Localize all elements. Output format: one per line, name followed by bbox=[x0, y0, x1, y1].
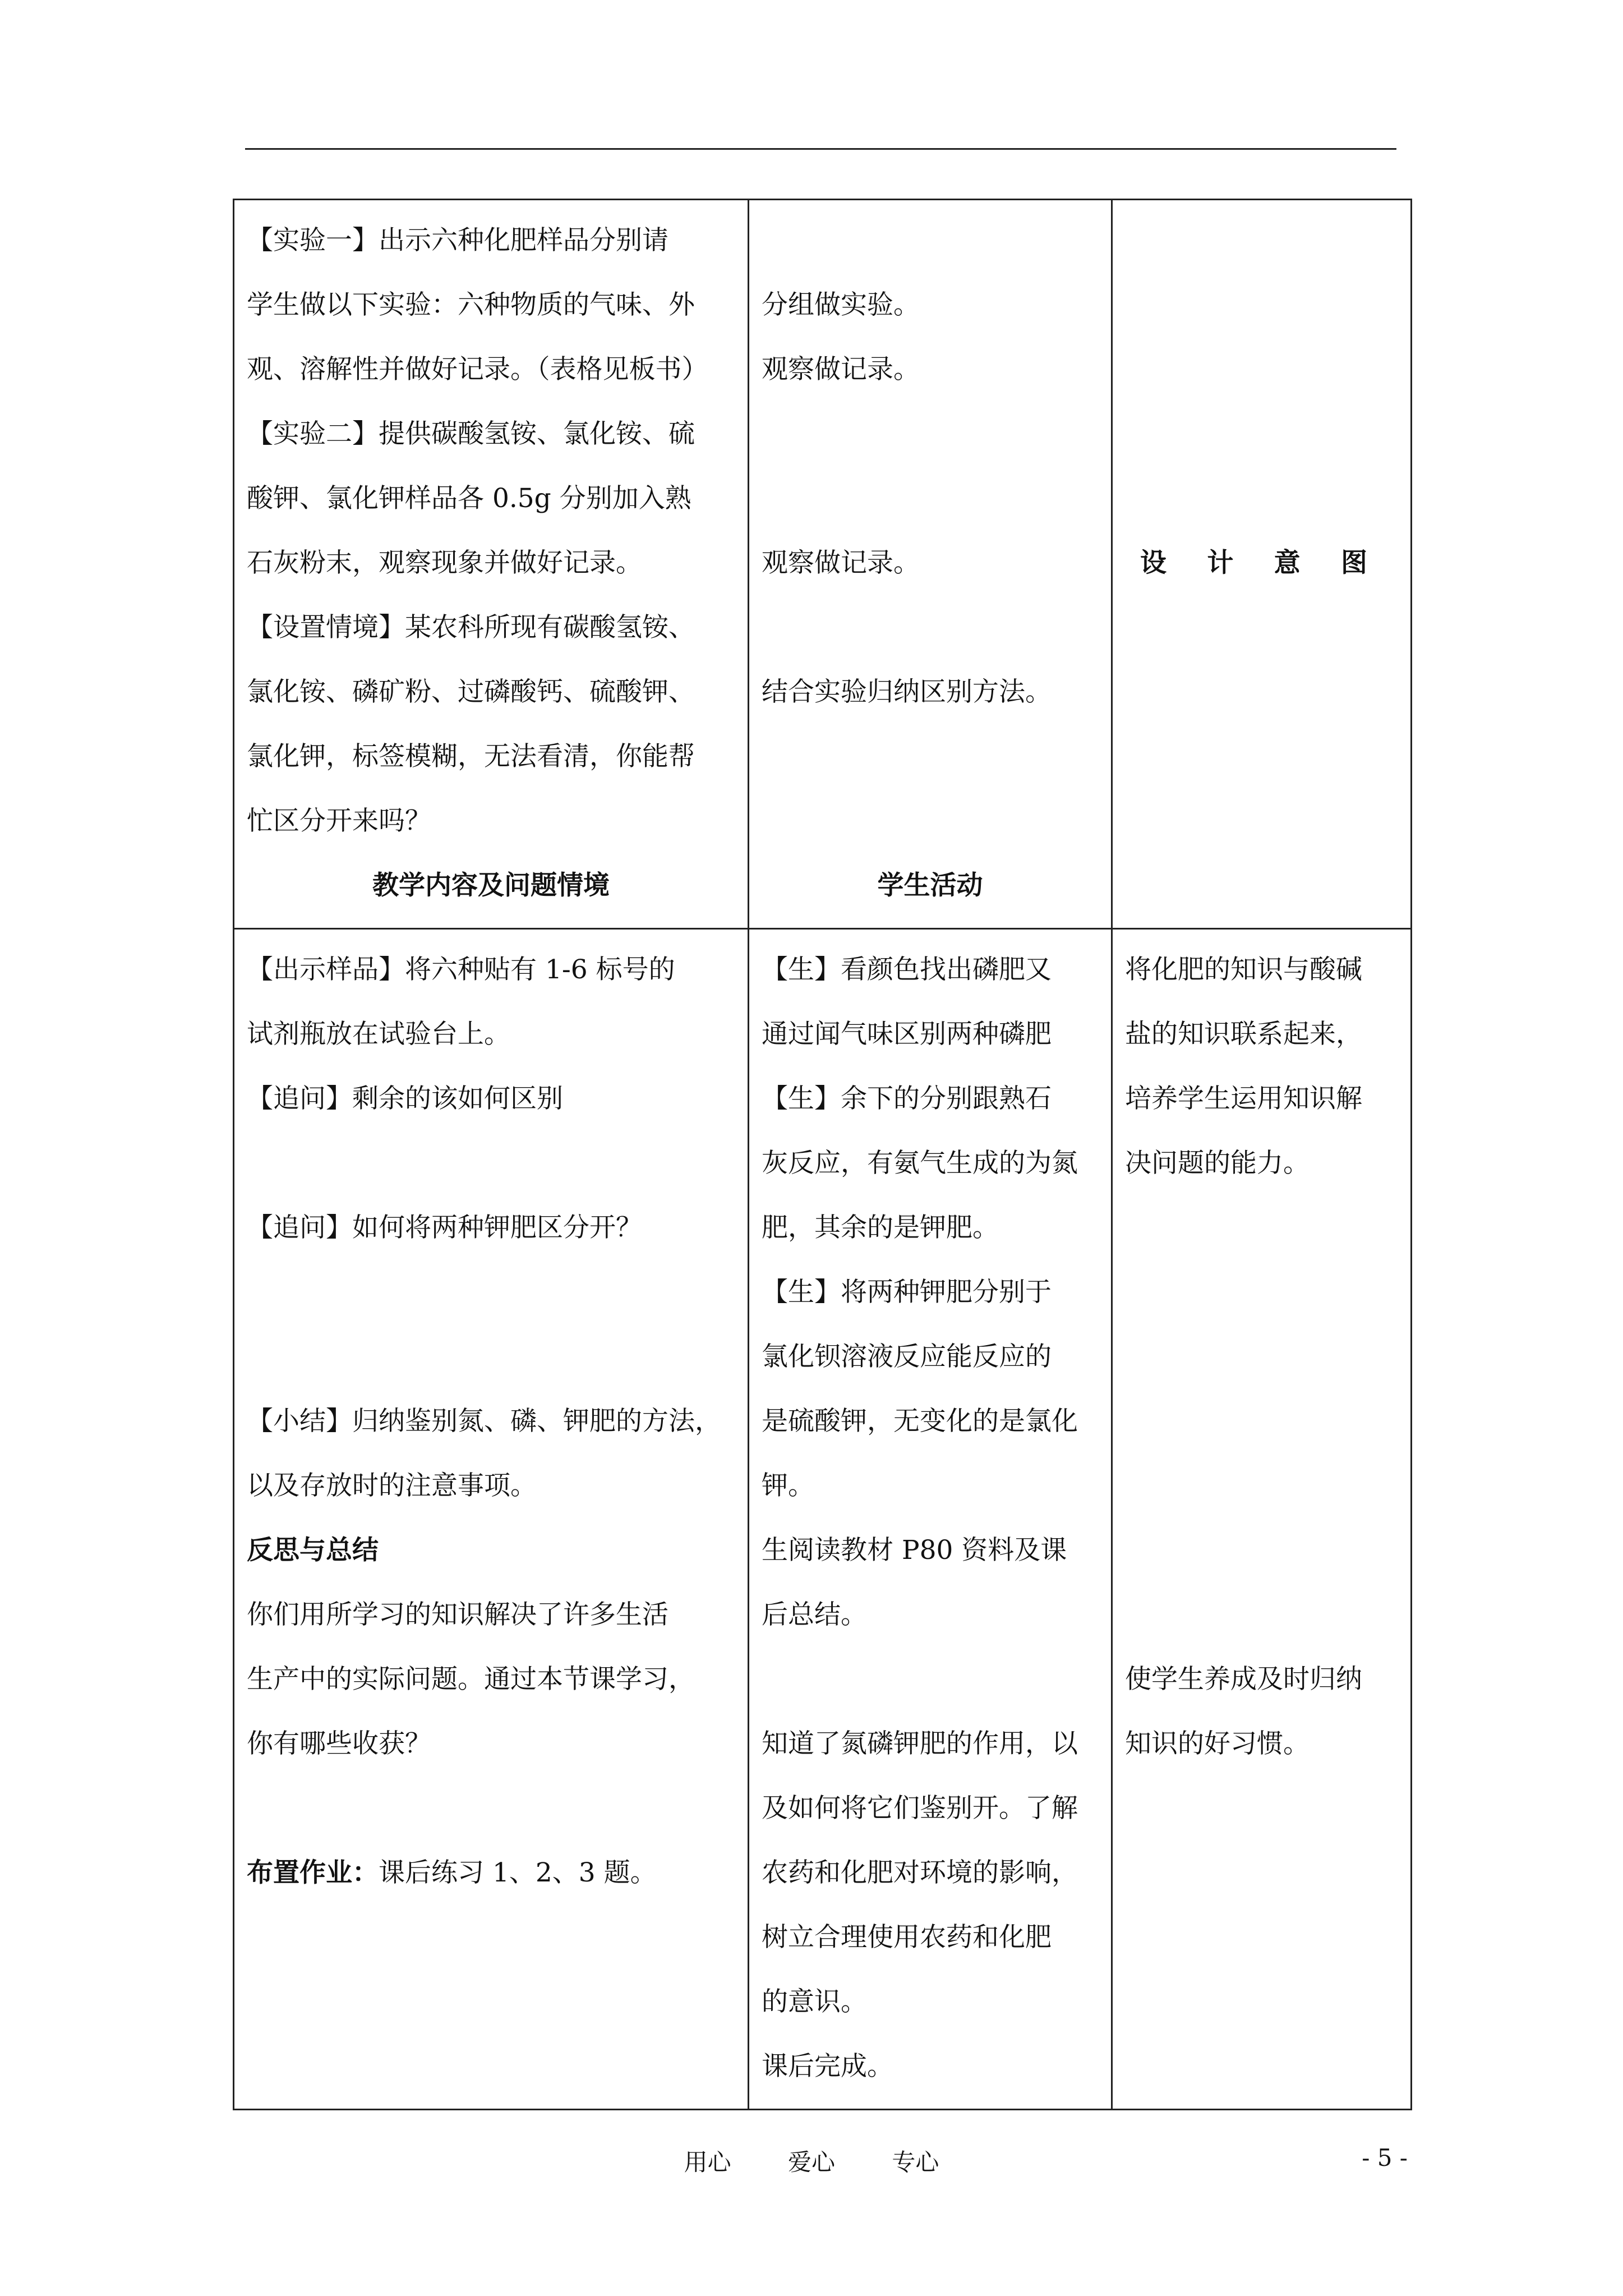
text-line: 生阅读教材 P80 资料及课 bbox=[762, 1535, 1067, 1566]
text-line: 知识的好习惯。 bbox=[1125, 1728, 1310, 1759]
text-line bbox=[1125, 1324, 1398, 1389]
text-line: 【出示样品】将六种贴有 1-6 标号的 bbox=[247, 954, 675, 985]
text-line: 将化肥的知识与酸碱 bbox=[1125, 954, 1362, 985]
table-row bbox=[234, 200, 1412, 929]
text-line: 石灰粉末，观察现象并做好记录。 bbox=[247, 547, 642, 578]
text-line: 观察做记录。 bbox=[762, 547, 920, 578]
text-line: 分组做实验。 bbox=[762, 289, 920, 320]
text-line: 的意识。 bbox=[762, 1986, 867, 2017]
text-line: 学生做以下实验：六种物质的气味、外 bbox=[247, 289, 695, 320]
text-line: 反思与总结 bbox=[247, 1535, 379, 1566]
text-line: 及如何将它们鉴别开。了解 bbox=[762, 1793, 1078, 1824]
text-line: 忙区分开来吗？ bbox=[247, 806, 431, 836]
text-line bbox=[762, 1647, 1099, 1711]
text-line bbox=[247, 1131, 735, 1195]
teaching-content-cell-1 bbox=[234, 200, 749, 929]
text-line: 【设置情境】某农科所现有碳酸氢铵、 bbox=[247, 612, 695, 643]
teaching-content-cell-2 bbox=[234, 929, 749, 2110]
text-line bbox=[1125, 1260, 1398, 1324]
teaching-content-header: 教学内容及问题情境 bbox=[372, 870, 610, 901]
text-line: 氯化钾，标签模糊，无法看清，你能帮 bbox=[247, 741, 695, 772]
text-line bbox=[247, 1841, 735, 1905]
text-line bbox=[247, 1260, 735, 1324]
text-line: 【追问】剩余的该如何区别 bbox=[247, 1083, 563, 1114]
text-line: 使学生养成及时归纳 bbox=[1125, 1664, 1362, 1695]
homework-text: 课后练习 1、2、3 题。 bbox=[379, 1857, 657, 1888]
student-activity-header: 学生活动 bbox=[877, 870, 983, 901]
text-line: 你们用所学习的知识解决了许多生活 bbox=[247, 1599, 668, 1630]
text-line bbox=[247, 1776, 735, 1841]
text-line: 观、溶解性并做好记录。（表格见板书） bbox=[247, 354, 708, 385]
text-line: 决问题的能力。 bbox=[1125, 1148, 1310, 1179]
text-line: 生产中的实际问题。通过本节课学习， bbox=[247, 1664, 695, 1695]
text-line: 灰反应，有氨气生成的为氮 bbox=[762, 1148, 1078, 1179]
text-line: 【生】看颜色找出磷肥又 bbox=[762, 954, 1052, 985]
text-line bbox=[762, 402, 1099, 466]
text-line bbox=[1125, 1453, 1398, 1518]
text-line: 【生】将两种钾肥分别于 bbox=[762, 1277, 1052, 1308]
text-line bbox=[762, 724, 1099, 789]
design-intent-cell-2 bbox=[1112, 929, 1412, 2110]
text-line: 【生】余下的分别跟熟石 bbox=[762, 1083, 1052, 1114]
page-number: - 5 - bbox=[1362, 2144, 1408, 2171]
text-line: 酸钾、氯化钾样品各 0.5g 分别加入熟 bbox=[247, 483, 691, 514]
text-line: 以及存放时的注意事项。 bbox=[247, 1470, 537, 1501]
text-line: 【实验二】提供碳酸氢铵、氯化铵、硫 bbox=[247, 418, 695, 449]
student-activity-cell-2 bbox=[749, 929, 1112, 2110]
text-line: 【追问】如何将两种钾肥区分开？ bbox=[247, 1212, 642, 1243]
text-line: 结合实验归纳区别方法。 bbox=[762, 677, 1052, 707]
text-line: 树立合理使用农药和化肥 bbox=[762, 1922, 1052, 1953]
text-line: 农药和化肥对环境的影响， bbox=[762, 1857, 1078, 1888]
table-row bbox=[234, 929, 1412, 2110]
student-activity-cell-1 bbox=[749, 200, 1112, 929]
text-line: 【实验一】出示六种化肥样品分别请 bbox=[247, 225, 668, 256]
homework-label: 布置作业： bbox=[247, 1857, 379, 1888]
text-line bbox=[1125, 1195, 1398, 1260]
text-line: 氯化铵、磷矿粉、过磷酸钙、硫酸钾、 bbox=[247, 677, 695, 707]
footer-word: 用心 bbox=[684, 2148, 731, 2176]
text-line: 观察做记录。 bbox=[762, 354, 920, 385]
text-line: 你有哪些收获？ bbox=[247, 1728, 431, 1759]
text-line: 培养学生运用知识解 bbox=[1125, 1083, 1362, 1114]
text-line: 肥，其余的是钾肥。 bbox=[762, 1212, 999, 1243]
text-line: 知道了氮磷钾肥的作用，以 bbox=[762, 1728, 1078, 1759]
text-line: 通过闻气味区别两种磷肥 bbox=[762, 1019, 1052, 1050]
text-line: 后总结。 bbox=[762, 1599, 867, 1630]
text-line bbox=[762, 595, 1099, 660]
text-line: 盐的知识联系起来， bbox=[1125, 1019, 1362, 1050]
text-line: 课后完成。 bbox=[762, 2051, 893, 2082]
text-line bbox=[247, 1324, 735, 1389]
text-line: 是硫酸钾，无变化的是氯化 bbox=[762, 1406, 1078, 1437]
text-line: 试剂瓶放在试验台上。 bbox=[247, 1019, 510, 1050]
text-line: 【小结】归纳鉴别氮、磷、钾肥的方法， bbox=[247, 1406, 721, 1437]
footer-word: 爱心 bbox=[787, 2148, 835, 2176]
text-line bbox=[762, 789, 1099, 853]
footer-word: 专心 bbox=[892, 2148, 939, 2176]
text-line: 钾。 bbox=[762, 1470, 814, 1501]
text-line bbox=[1125, 1582, 1398, 1647]
text-line bbox=[1125, 1518, 1398, 1582]
text-line bbox=[762, 208, 1099, 273]
text-line bbox=[1125, 1389, 1398, 1453]
text-line: 氯化钡溶液反应能反应的 bbox=[762, 1341, 1052, 1372]
text-line bbox=[762, 466, 1099, 531]
design-intent-cell-1 bbox=[1112, 200, 1412, 929]
header-rule bbox=[245, 148, 1396, 150]
lesson-table bbox=[233, 199, 1412, 2110]
design-intent-header: 设 计 意 图 bbox=[1140, 547, 1384, 578]
